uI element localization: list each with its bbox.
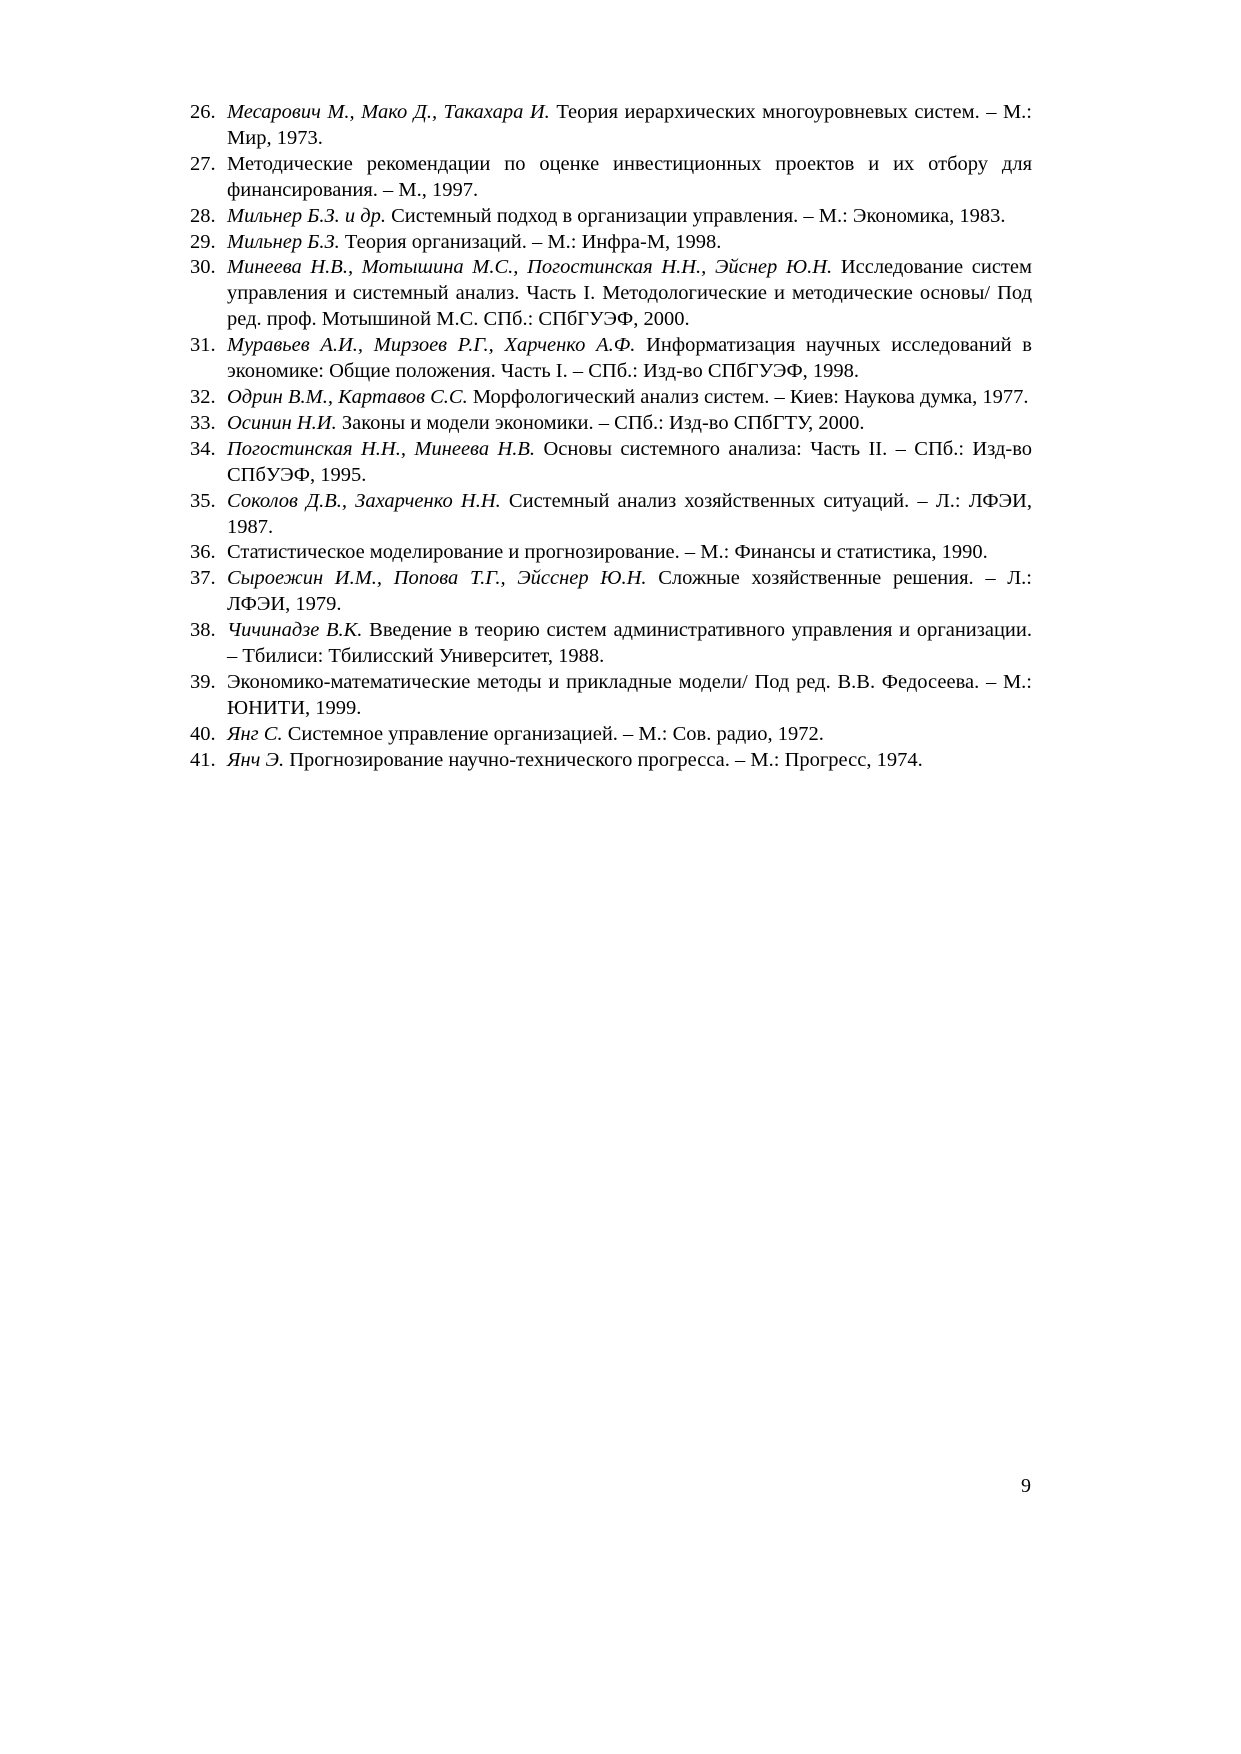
item-author: Муравьев А.И., Мирзоев Р.Г., Харченко А.Ф.: [227, 334, 647, 357]
item-number: 32.: [190, 385, 216, 408]
item-text: Законы и модели экономики. – СПб.: Изд-во СПбГТУ, 2000.: [341, 411, 865, 434]
list-item: [190, 618, 1032, 670]
item-number: 28.: [190, 204, 216, 227]
item-text: Информатизация научных исследований в экономике: Общие положения. Часть I. – СПб.: Изд-во СПбГУЭФ, 1998.: [227, 334, 1032, 383]
item-number: 33.: [190, 411, 216, 434]
item-author: Чичинадзе В.К.: [227, 619, 370, 642]
page-number: 9: [1021, 1475, 1031, 1497]
item-number: 37.: [190, 567, 216, 590]
item-author: Одрин В.М., Картавов С.С.: [227, 385, 473, 408]
item-author: Мильнер Б.З. и др.: [227, 204, 392, 227]
list-item: [190, 411, 1032, 437]
item-author: Янч Э.: [227, 748, 290, 771]
item-text: Прогнозирование научно-технического прогресса. – М.: Прогресс, 1974.: [289, 748, 923, 771]
item-text: Системный анализ хозяйственных ситуаций. – Л.: ЛФЭИ, 1987.: [227, 489, 1032, 538]
item-author: Погостинская Н.Н., Минеева Н.В.: [227, 437, 544, 460]
item-author: Соколов Д.В., Захарченко Н.Н.: [227, 489, 509, 512]
item-text: Исследование систем управления и системный анализ. Часть I. Методологические и методические основы/ Под ред. проф. Мотышиной М.С. СПб.: СПбГУЭФ, 2000.: [227, 256, 1032, 331]
list-item: [190, 333, 1032, 385]
item-number: 29.: [190, 230, 216, 253]
item-author: Месарович М., Мако Д., Такахара И.: [227, 101, 557, 123]
item-number: 26.: [190, 101, 216, 123]
item-text: Методические рекомендации по оценке инвестиционных проектов и их отбору для финансирования. – М., 1997.: [227, 152, 1032, 201]
item-number: 35.: [190, 489, 216, 512]
item-number: 36.: [190, 541, 216, 564]
item-number: 30.: [190, 256, 216, 279]
item-author: Янг С.: [227, 722, 288, 745]
list-item: [190, 566, 1032, 618]
list-item: [190, 670, 1032, 722]
item-text: Экономико-математические методы и прикладные модели/ Под ред. В.В. Федосеева. – М.: ЮНИТИ, 1999.: [227, 670, 1032, 719]
item-text: Сложные хозяйственные решения. – Л.: ЛФЭИ, 1979.: [227, 567, 1032, 616]
list-item: [190, 204, 1032, 230]
item-number: 40.: [190, 722, 216, 745]
list-item: [190, 385, 1032, 411]
list-item: [190, 540, 1032, 566]
item-number: 27.: [190, 152, 216, 175]
list-item: [190, 230, 1032, 256]
item-number: 41.: [190, 748, 216, 771]
item-author: Мильнер Б.З.: [227, 230, 345, 253]
item-number: 34.: [190, 437, 216, 460]
item-number: 38.: [190, 619, 216, 642]
item-text: Статистическое моделирование и прогнозирование. – М.: Финансы и статистика, 1990.: [227, 541, 988, 564]
item-text: Введение в теорию систем административного управления и организации. – Тбилиси: Тбилисский Университет, 1988.: [227, 619, 1032, 668]
list-item: [190, 722, 1032, 748]
item-text: Системный подход в организации управления. – М.: Экономика, 1983.: [391, 204, 1006, 227]
item-number: 31.: [190, 334, 216, 357]
list-item: [190, 255, 1032, 333]
list-item: [190, 748, 1032, 774]
item-author: Минеева Н.В., Мотышина М.С., Погостинская Н.Н., Эйснер Ю.Н.: [227, 256, 841, 279]
list-item: [190, 489, 1032, 541]
list-item: [190, 437, 1032, 489]
list-item: [190, 152, 1032, 204]
item-text: Теория иерархических многоуровневых систем. – М.: Мир, 1973.: [227, 101, 1033, 149]
reference-list: [190, 100, 1032, 774]
item-author: Осинин Н.И.: [227, 411, 342, 434]
item-text: Системное управление организацией. – М.: Сов. радио, 1972.: [287, 722, 824, 745]
item-number: 39.: [190, 670, 216, 693]
item-text: Теория организаций. – М.: Инфра-М, 1998.: [344, 230, 722, 253]
item-text: Морфологический анализ систем. – Киев: Наукова думка, 1977.: [472, 385, 1029, 408]
item-text: Основы системного анализа: Часть II. – СПб.: Изд-во СПбУЭФ, 1995.: [227, 437, 1032, 486]
list-item: [190, 100, 1032, 152]
item-author: Сыроежин И.М., Попова Т.Г., Эйсснер Ю.Н.: [227, 567, 659, 590]
